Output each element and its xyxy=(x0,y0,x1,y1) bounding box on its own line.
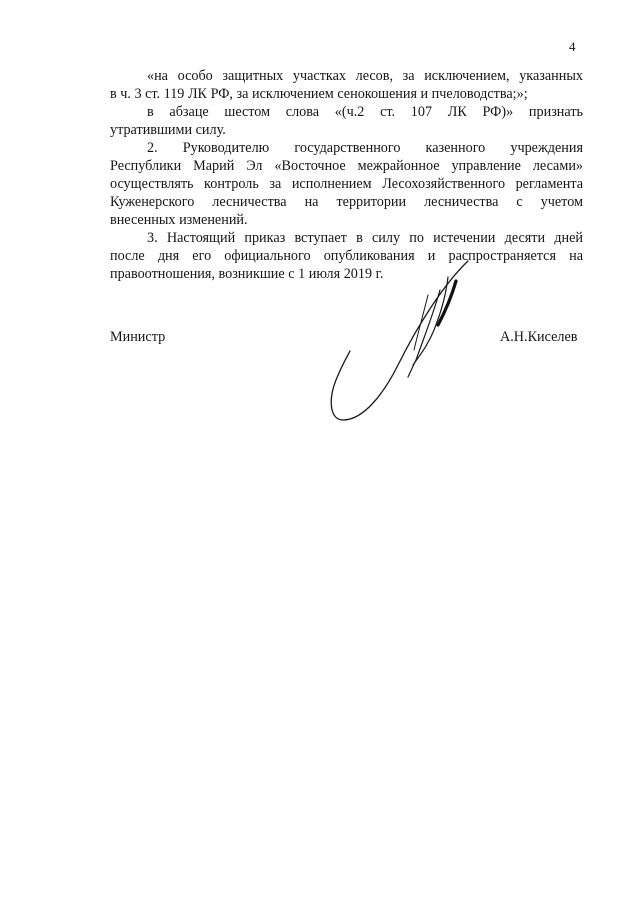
signatory-position: Министр xyxy=(110,329,166,345)
paragraph-2-line-1: в абзаце шестом слова «(ч.2 ст. 107 ЛК РФ)» признать xyxy=(147,104,583,120)
paragraph-4-line-2: после дня его официального опубликования и распространяется на xyxy=(110,248,583,264)
paragraph-3-line-4: Куженерского лесничества на территории лесничества с учетом xyxy=(110,194,583,210)
page-number: 4 xyxy=(569,39,576,54)
paragraph-4-line-3: правоотношения, возникшие с 1 июля 2019 г. xyxy=(110,266,384,282)
paragraph-3-line-1: 2. Руководителю государственного казенного учреждения xyxy=(147,140,583,156)
paragraph-4-line-1: 3. Настоящий приказ вступает в силу по истечении десяти дней xyxy=(147,230,583,246)
paragraph-2-line-2: утратившими силу. xyxy=(110,122,226,138)
paragraph-3-line-2: Республики Марий Эл «Восточное межрайонное управление лесами» xyxy=(110,158,583,174)
signatory-name: А.Н.Киселев xyxy=(500,329,578,345)
paragraph-3-line-5: внесенных изменений. xyxy=(110,212,248,228)
handwritten-signature xyxy=(328,255,478,425)
paragraph-1-line-2: в ч. 3 ст. 119 ЛК РФ, за исключением сенокошения и пчеловодства;»; xyxy=(110,86,528,102)
paragraph-1-line-1: «на особо защитных участках лесов, за исключением, указанных xyxy=(147,68,583,84)
paragraph-3-line-3: осуществлять контроль за исполнением Лесохозяйственного регламента xyxy=(110,176,583,192)
